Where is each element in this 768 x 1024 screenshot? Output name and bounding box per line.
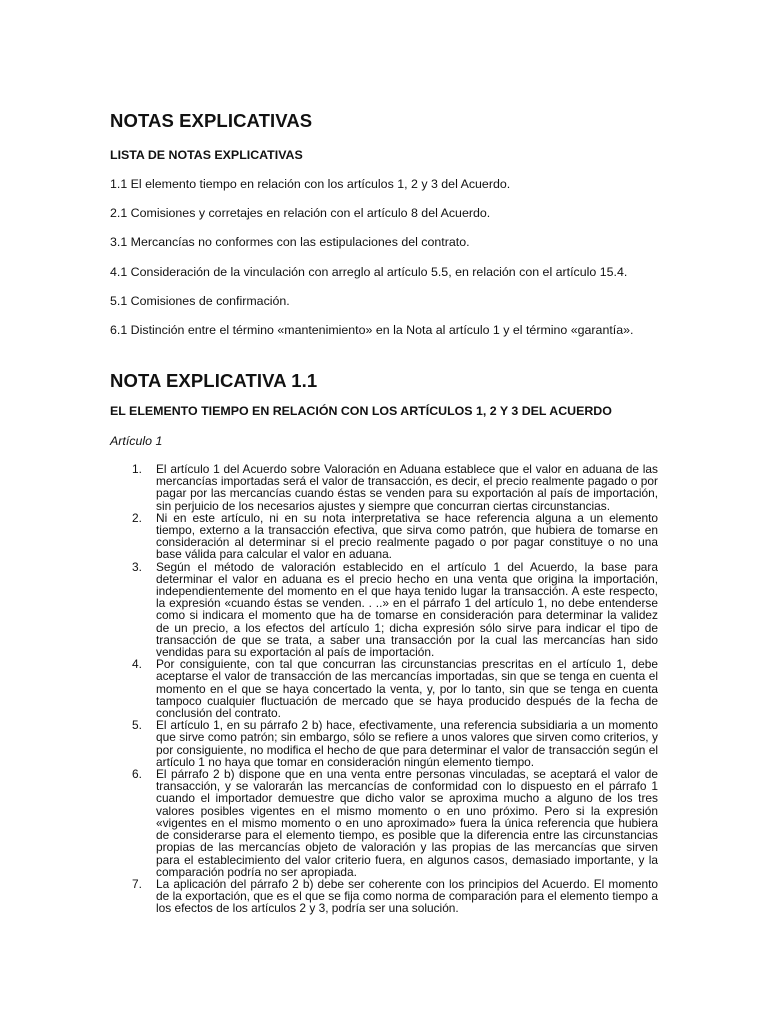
- list-item: 2.1 Comisiones y corretajes en relación con el artículo 8 del Acuerdo.: [110, 206, 491, 220]
- list-item: 4.1 Consideración de la vinculación con arreglo al artículo 5.5, en relación con el artículo 15.4.: [110, 265, 628, 279]
- list-item: 3.1 Mercancías no conformes con las estipulaciones del contrato.: [110, 235, 470, 249]
- paragraph-item: [110, 719, 658, 768]
- paragraph-number: 1.: [132, 462, 142, 476]
- note-title: NOTA EXPLICATIVA 1.1: [110, 370, 318, 391]
- paragraph-number: 3.: [132, 559, 142, 574]
- paragraph-number: 7.: [132, 876, 142, 891]
- list-item: 1.1 El elemento tiempo en relación con los artículos 1, 2 y 3 del Acuerdo.: [110, 177, 511, 191]
- document-title: NOTAS EXPLICATIVAS: [110, 110, 313, 131]
- paragraph-text: El artículo 1 del Acuerdo sobre Valoración en Aduana establece que el valor en aduana de las mercancías importadas será el valor de transacción, es decir, el precio realmente pagado o por pagar por las mercancías cuando éstas se venden para su exportación al país de importación, sin perjuicio de los necesarios ajustes y siempre que concurran ciertas circunstancias.: [156, 462, 658, 513]
- paragraph-number: 2.: [132, 510, 142, 525]
- paragraph-text: Por consiguiente, con tal que concurran las circunstancias prescritas en el artículo 1, debe aceptarse el valor de transacción de las mercancías importadas, sin que se tenga en cuenta el momento en el que se haya concertado la venta, y, por lo tanto, sin que se tenga en cuenta tampoco cualquier fluctuación de mercado que se haya producido después de la fecha de conclusión del contrato.: [156, 657, 658, 721]
- paragraph-item: [110, 463, 658, 512]
- paragraph-item: [110, 878, 658, 915]
- note-subtitle: EL ELEMENTO TIEMPO EN RELACIÓN CON LOS ARTÍCULOS 1, 2 Y 3 DEL ACUERDO: [110, 404, 612, 418]
- paragraph-text: El párrafo 2 b) dispone que en una venta entre personas vinculadas, se aceptará el valor de transacción, y se valorarán las mercancías de conformidad con lo dispuesto en el párrafo 1 cuando el importador demuestre que dicho valor se aproxima mucho a alguno de los tres valores posibles vigentes en el mismo momento o en uno próximo. Pero si la expresión «vigentes en el mismo momento o en uno aproximado» fuera la única referencia que hubiera de considerarse para el elemento tiempo, es posible que la diferencia entre las circunstancias propias de las mercancías objeto de valoración y las propias de las mercancías que sirven para el establecimiento del valor criterio fuera, en algunos casos, demasiado importante, y la comparación podría no ser apropiada.: [156, 767, 658, 879]
- paragraph-item: [110, 561, 658, 659]
- paragraph-text: Ni en este artículo, ni en su nota interpretativa se hace referencia alguna a un elemento tiempo, externo a la transacción efectiva, que sirva como patrón, que hubiera de tomarse en consideración al determinar si el precio realmente pagado o por pagar constituye o no una base válida para calcular el valor en aduana.: [156, 510, 658, 562]
- list-item: 5.1 Comisiones de confirmación.: [110, 294, 290, 308]
- paragraph-text: Según el método de valoración establecido en el artículo 1 del Acuerdo, la base para determinar el valor en aduana es el precio hecho en una venta que origina la importación, independientemente del momento en el que haya tenido lugar la transacción. A este respecto, la expresión «cuando éstas se venden. . ..» en el párrafo 1 del artículo 1, no debe entenderse como si indicara el momento que ha de tomarse en consideración para determinar la validez de un precio, a los efectos del artículo 1; dicha expresión sólo sirve para indicar el tipo de transacción de que se trata, a saber una transacción por la cual las mercancías han sido vendidas para su exportación al país de importación.: [156, 559, 658, 660]
- paragraph-item: [110, 768, 658, 878]
- paragraph-item: [110, 658, 658, 719]
- paragraph-text: La aplicación del párrafo 2 b) debe ser coherente con los principios del Acuerdo. El momento de la exportación, que es el que se fija como norma de comparación para el elemento tiempo a los efectos de los artículos 2 y 3, podría ser una solución.: [156, 876, 658, 916]
- article-label: Artículo 1: [110, 434, 163, 448]
- list-item: 6.1 Distinción entre el término «mantenimiento» en la Nota al artículo 1 y el término «garantía».: [110, 323, 634, 337]
- paragraph-text: El artículo 1, en su párrafo 2 b) hace, efectivamente, una referencia subsidiaria a un momento que sirve como patrón; sin embargo, sólo se refiere a unos valores que sirven como criterios, y por consiguiente, no modifica el hecho de que para determinar el valor de transacción según el artículo 1 no haya que tomar en consideración ningún elemento tiempo.: [156, 718, 658, 769]
- list-heading: LISTA DE NOTAS EXPLICATIVAS: [110, 148, 303, 162]
- paragraph-number: 6.: [132, 767, 142, 782]
- paragraph-item: [110, 512, 658, 561]
- paragraph-number: 5.: [132, 718, 142, 733]
- paragraph-list: [110, 463, 658, 915]
- paragraph-number: 4.: [132, 657, 142, 672]
